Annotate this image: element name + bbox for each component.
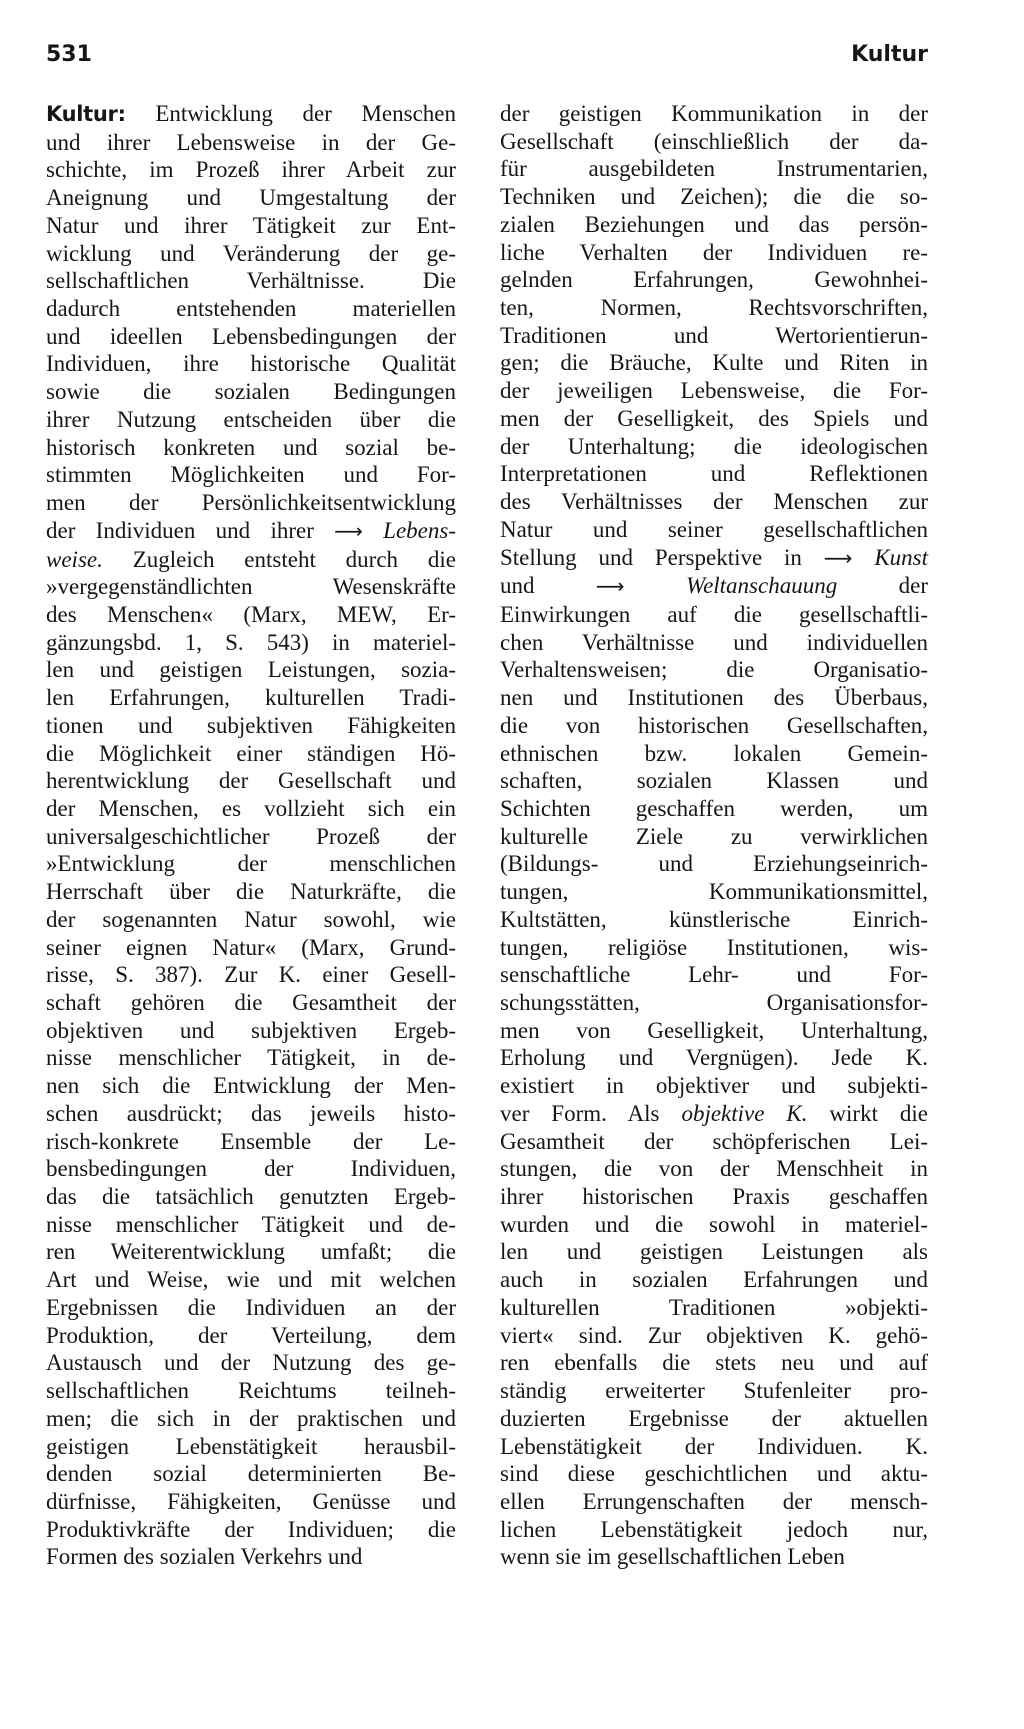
text-line bbox=[46, 629, 456, 657]
line-text: ren Weiterentwicklung umfaßt; die bbox=[46, 1239, 456, 1265]
line-text: nisse menschlicher Tätigkeit, in de- bbox=[46, 1045, 456, 1071]
line-text: schaften, sozialen Klassen und bbox=[500, 768, 928, 794]
text-line bbox=[500, 656, 928, 684]
line-text: schaft gehören die Gesamtheit der bbox=[46, 990, 456, 1015]
text-line bbox=[500, 377, 928, 405]
line-text: ver Form. Als bbox=[500, 1100, 660, 1126]
line-text: men von Geselligkeit, Unterhaltung, bbox=[500, 1017, 928, 1043]
text-line bbox=[46, 740, 456, 768]
line-text: und ideellen Lebensbedingungen der bbox=[46, 323, 456, 349]
line-text: Individuen, ihre historische Qualität bbox=[46, 351, 456, 377]
text-line bbox=[500, 1128, 928, 1156]
text-line bbox=[46, 1017, 456, 1045]
line-text: Art und Weise, wie und mit welchen bbox=[46, 1267, 456, 1293]
line-text: schen ausdrückt; das jeweils histo- bbox=[46, 1100, 456, 1126]
text-line bbox=[46, 267, 456, 295]
text-line bbox=[46, 1349, 456, 1377]
line-text: Gesamtheit der schöpferischen Lei- bbox=[500, 1128, 928, 1154]
text-line bbox=[500, 100, 928, 128]
text-line bbox=[500, 989, 928, 1017]
line-text: Herrschaft über die Naturkräfte, die bbox=[46, 879, 456, 905]
line-text: Zugleich entsteht durch die bbox=[132, 546, 456, 572]
line-text: universalgeschichtlicher Prozeß der bbox=[46, 823, 456, 849]
line-text: viert« sind. Zur objektiven K. gehö- bbox=[500, 1322, 928, 1348]
text-line bbox=[46, 656, 456, 684]
line-text: wenn sie im gesellschaftlichen Leben bbox=[500, 1544, 845, 1570]
line-text: nisse menschlicher Tätigkeit und de- bbox=[46, 1211, 456, 1237]
line-text: dürfnisse, Fähigkeiten, Genüsse und bbox=[46, 1488, 456, 1514]
line-text: der Unterhaltung; die ideologischen bbox=[500, 433, 928, 459]
text-line bbox=[500, 1488, 928, 1516]
line-text: wicklung und Veränderung der ge- bbox=[46, 240, 456, 266]
line-text: »Entwicklung der menschlichen bbox=[46, 851, 456, 877]
line-text: ellen Errungenschaften der mensch- bbox=[500, 1488, 928, 1514]
line-text: und bbox=[500, 573, 535, 599]
line-text: gen; die Bräuche, Kulte und Riten in bbox=[500, 350, 928, 376]
line-text: sellschaftlichen Reichtums teilneh- bbox=[46, 1378, 456, 1404]
text-line bbox=[500, 349, 928, 377]
text-line bbox=[500, 1017, 928, 1045]
text-line bbox=[46, 1433, 456, 1461]
text-line bbox=[500, 961, 928, 989]
line-text: existiert in objektiver und subjekti- bbox=[500, 1073, 928, 1099]
line-text: der geistigen Kommunikation in der bbox=[500, 101, 928, 126]
line-text: nen sich die Entwicklung der Men- bbox=[46, 1073, 456, 1099]
text-line bbox=[46, 1155, 456, 1183]
line-text: schichte, im Prozeß ihrer Arbeit zur bbox=[46, 157, 456, 183]
text-line bbox=[46, 129, 456, 157]
text-line bbox=[500, 183, 928, 211]
line-text: Entwicklung der Menschen bbox=[125, 101, 456, 126]
text-line bbox=[46, 240, 456, 268]
line-text: Formen des sozialen Verkehrs und bbox=[46, 1544, 363, 1570]
line-text: Einwirkungen auf die gesellschaftli- bbox=[500, 601, 928, 627]
text-line bbox=[500, 294, 928, 322]
line-text: ethnischen bzw. lokalen Gemein- bbox=[500, 740, 928, 766]
line-text: objektiven und subjektiven Ergeb- bbox=[46, 1017, 456, 1043]
text-line bbox=[46, 573, 456, 601]
line-text: sind diese geschichtlichen und aktu- bbox=[500, 1461, 928, 1487]
line-text: sowie die sozialen Bedingungen bbox=[46, 379, 456, 405]
text-line bbox=[500, 1044, 928, 1072]
line-text: ten, Normen, Rechtsvorschriften, bbox=[500, 295, 928, 321]
line-text: tionen und subjektiven Fähigkeiten bbox=[46, 712, 456, 738]
line-text: Aneignung und Umgestaltung der bbox=[46, 185, 456, 211]
text-line bbox=[46, 350, 456, 378]
line-text: wirkt die bbox=[829, 1100, 929, 1126]
line-text: für ausgebildeten Instrumentarien, bbox=[500, 156, 928, 182]
text-line bbox=[46, 989, 456, 1017]
running-head: Kultur bbox=[851, 42, 928, 67]
line-text: ständig erweiterter Stufenleiter pro- bbox=[500, 1378, 928, 1404]
line-text: kulturellen Traditionen »objekti- bbox=[500, 1294, 928, 1320]
text-line bbox=[500, 1543, 928, 1571]
text-line bbox=[46, 212, 456, 240]
line-text: tungen, religiöse Institutionen, wis- bbox=[500, 934, 928, 960]
text-line bbox=[500, 1100, 928, 1128]
text-line bbox=[46, 461, 456, 489]
text-line bbox=[46, 601, 456, 629]
text-line bbox=[500, 1322, 928, 1350]
line-text: Natur und seiner gesellschaftlichen bbox=[500, 516, 928, 542]
text-line bbox=[500, 211, 928, 239]
text-line bbox=[46, 1377, 456, 1405]
line-text: dadurch entstehenden materiellen bbox=[46, 296, 456, 322]
text-line bbox=[46, 906, 456, 934]
line-text: Techniken und Zeichen); die die so- bbox=[500, 184, 928, 210]
line-text: ren ebenfalls die stets neu und auf bbox=[500, 1350, 928, 1376]
line-text: Kultstätten, künstlerische Einrich- bbox=[500, 906, 928, 932]
text-line bbox=[46, 406, 456, 434]
text-line bbox=[500, 1211, 928, 1239]
cross-reference-arrow: ⟶ bbox=[595, 574, 625, 599]
line-text: seiner eignen Natur« (Marx, Grund- bbox=[46, 934, 456, 960]
text-line bbox=[500, 1294, 928, 1322]
line-text: zialen Beziehungen und das persön- bbox=[500, 211, 928, 237]
text-line bbox=[500, 460, 928, 488]
line-text: die Möglichkeit einer ständigen Hö- bbox=[46, 740, 456, 766]
line-text: nen und Institutionen des Überbaus, bbox=[500, 685, 928, 711]
text-line bbox=[500, 155, 928, 183]
text-line bbox=[46, 1072, 456, 1100]
text-line bbox=[500, 1516, 928, 1544]
text-line bbox=[500, 128, 928, 156]
text-line bbox=[46, 961, 456, 989]
line-text: len und geistigen Leistungen, sozia- bbox=[46, 657, 456, 683]
text-line bbox=[500, 1460, 928, 1488]
text-line bbox=[500, 712, 928, 740]
line-text: der Menschen, es vollzieht sich ein bbox=[46, 795, 456, 821]
line-text: Stellung und Perspektive in bbox=[500, 544, 802, 570]
line-text: tungen, Kommunikationsmittel, bbox=[500, 879, 928, 905]
text-line bbox=[500, 1183, 928, 1211]
line-text: lichen Lebenstätigkeit jedoch nur, bbox=[500, 1516, 928, 1542]
text-line bbox=[46, 184, 456, 212]
line-text: schungsstätten, Organisationsfor- bbox=[500, 990, 928, 1015]
text-line bbox=[46, 378, 456, 406]
line-text: gelnden Erfahrungen, Gewohnhei- bbox=[500, 267, 928, 293]
line-text: Natur und ihrer Tätigkeit zur Ent- bbox=[46, 212, 456, 238]
line-text: liche Verhalten der Individuen re- bbox=[500, 239, 928, 265]
text-line bbox=[500, 629, 928, 657]
text-line bbox=[500, 795, 928, 823]
text-line bbox=[500, 516, 928, 544]
text-line bbox=[500, 1405, 928, 1433]
text-line bbox=[500, 1266, 928, 1294]
line-text: men der Geselligkeit, des Spiels und bbox=[500, 405, 928, 431]
line-text: die von historischen Gesellschaften, bbox=[500, 712, 928, 738]
cross-reference: weise. bbox=[46, 546, 103, 572]
text-line bbox=[500, 433, 928, 461]
lemma-headword: Kultur: bbox=[46, 102, 126, 126]
text-line bbox=[46, 1516, 456, 1544]
line-text: ihrer historischen Praxis geschaffen bbox=[500, 1184, 928, 1210]
text-line bbox=[46, 795, 456, 823]
line-text: der sogenannten Natur sowohl, wie bbox=[46, 906, 456, 932]
line-text: auch in sozialen Erfahrungen und bbox=[500, 1267, 928, 1293]
line-text: len und geistigen Leistungen als bbox=[500, 1239, 928, 1265]
text-line bbox=[500, 239, 928, 267]
text-line bbox=[46, 712, 456, 740]
line-text: Ergebnissen die Individuen an der bbox=[46, 1294, 456, 1320]
text-line bbox=[46, 1543, 456, 1571]
text-line bbox=[46, 546, 456, 574]
text-line bbox=[46, 1100, 456, 1128]
line-text: Interpretationen und Reflektionen bbox=[500, 461, 928, 487]
text-line bbox=[500, 322, 928, 350]
text-line bbox=[500, 405, 928, 433]
cross-reference: Weltanschauung bbox=[686, 573, 838, 599]
line-text: historisch konkreten und sozial be- bbox=[46, 434, 456, 460]
text-line bbox=[46, 1211, 456, 1239]
line-text: des Verhältnisses der Menschen zur bbox=[500, 489, 928, 515]
text-line bbox=[500, 1238, 928, 1266]
text-line bbox=[500, 823, 928, 851]
text-line bbox=[500, 266, 928, 294]
text-line bbox=[46, 934, 456, 962]
text-line bbox=[500, 544, 928, 573]
line-text: Verhaltensweisen; die Organisatio- bbox=[500, 657, 928, 683]
line-text: und ihrer Lebensweise in der Ge- bbox=[46, 129, 456, 155]
text-line bbox=[46, 434, 456, 462]
text-line bbox=[46, 517, 456, 546]
line-text: der Individuen und ihrer bbox=[46, 517, 314, 543]
text-line bbox=[46, 1183, 456, 1211]
line-text: bensbedingungen der Individuen, bbox=[46, 1156, 456, 1182]
line-text: ihrer Nutzung entscheiden über die bbox=[46, 406, 456, 432]
line-text: Erholung und Vergnügen). Jede K. bbox=[500, 1045, 928, 1071]
line-text: Austausch und der Nutzung des ge- bbox=[46, 1350, 456, 1376]
text-line bbox=[46, 1238, 456, 1266]
cross-reference-arrow: ⟶ bbox=[823, 545, 853, 570]
text-line bbox=[500, 601, 928, 629]
text-line bbox=[46, 1044, 456, 1072]
text-line bbox=[46, 156, 456, 184]
text-line bbox=[500, 906, 928, 934]
text-line bbox=[500, 684, 928, 712]
text-line bbox=[46, 1488, 456, 1516]
text-line bbox=[500, 1155, 928, 1183]
text-line bbox=[46, 1460, 456, 1488]
left-column bbox=[46, 100, 456, 1571]
text-line bbox=[46, 1294, 456, 1322]
line-text: men; die sich in der praktischen und bbox=[46, 1405, 456, 1431]
line-text: sellschaftlichen Verhältnisse. Die bbox=[46, 268, 456, 294]
line-text: Produktion, der Verteilung, dem bbox=[46, 1322, 456, 1348]
line-text: duzierten Ergebnisse der aktuellen bbox=[500, 1405, 928, 1431]
line-text: len Erfahrungen, kulturellen Tradi- bbox=[46, 685, 456, 711]
line-text: risse, S. 387). Zur K. einer Gesell- bbox=[46, 962, 456, 988]
line-text: herentwicklung der Gesellschaft und bbox=[46, 768, 456, 794]
text-line bbox=[500, 934, 928, 962]
line-text: des Menschen« (Marx, MEW, Er- bbox=[46, 601, 456, 627]
line-text: senschaftliche Lehr- und For- bbox=[500, 962, 928, 988]
cross-reference-arrow: ⟶ bbox=[334, 518, 363, 543]
text-line bbox=[500, 1433, 928, 1461]
text-line bbox=[46, 489, 456, 517]
line-text: Traditionen und Wertorientierun- bbox=[500, 322, 928, 348]
text-line bbox=[46, 323, 456, 351]
line-text: risch-konkrete Ensemble der Le- bbox=[46, 1128, 456, 1154]
text-line bbox=[46, 1128, 456, 1156]
line-text: men der Persönlichkeitsentwicklung bbox=[46, 490, 456, 516]
text-line bbox=[46, 1322, 456, 1350]
text-line bbox=[46, 878, 456, 906]
page-number: 531 bbox=[46, 42, 92, 67]
line-text: stimmten Möglichkeiten und For- bbox=[46, 462, 456, 488]
line-text: das die tatsächlich genutzten Ergeb- bbox=[46, 1184, 456, 1210]
text-line bbox=[46, 684, 456, 712]
text-line bbox=[46, 295, 456, 323]
text-line bbox=[46, 100, 456, 129]
line-text: wurden und die sowohl in materiel- bbox=[500, 1211, 928, 1237]
defined-term: objektive K. bbox=[681, 1100, 808, 1126]
line-text: (Bildungs- und Erziehungseinrich- bbox=[500, 851, 928, 877]
line-text: Schichten geschaffen werden, um bbox=[500, 795, 928, 821]
line-text: denden sozial determinierten Be- bbox=[46, 1461, 456, 1487]
line-text: »vergegenständlichten Wesenskräfte bbox=[46, 574, 456, 600]
text-line bbox=[500, 1349, 928, 1377]
text-line bbox=[46, 767, 456, 795]
line-text: der jeweiligen Lebensweise, die For- bbox=[500, 378, 928, 404]
text-line bbox=[46, 1266, 456, 1294]
line-text: gänzungsbd. 1, S. 543) in materiel- bbox=[46, 629, 456, 655]
text-line bbox=[500, 850, 928, 878]
text-line bbox=[46, 823, 456, 851]
text-line bbox=[500, 740, 928, 768]
cross-reference: Kunst bbox=[874, 544, 929, 570]
cross-reference: Lebens- bbox=[383, 517, 456, 543]
text-line bbox=[500, 1072, 928, 1100]
line-text: Produktivkräfte der Individuen; die bbox=[46, 1516, 456, 1542]
text-line bbox=[500, 1377, 928, 1405]
line-text: Gesellschaft (einschließlich der da- bbox=[500, 128, 928, 154]
text-line bbox=[46, 850, 456, 878]
text-line bbox=[500, 878, 928, 906]
line-text: geistigen Lebenstätigkeit herausbil- bbox=[46, 1433, 456, 1459]
line-text: chen Verhältnisse und individuellen bbox=[500, 629, 928, 655]
text-line bbox=[46, 1405, 456, 1433]
text-line bbox=[500, 767, 928, 795]
text-line: und ⟶ Weltanschauung der bbox=[500, 573, 929, 599]
line-text: Lebenstätigkeit der Individuen. K. bbox=[500, 1433, 928, 1459]
line-text: stungen, die von der Menschheit in bbox=[500, 1156, 928, 1182]
line-text: kulturelle Ziele zu verwirklichen bbox=[500, 823, 928, 849]
text-line bbox=[500, 488, 928, 516]
right-column bbox=[500, 100, 928, 1571]
